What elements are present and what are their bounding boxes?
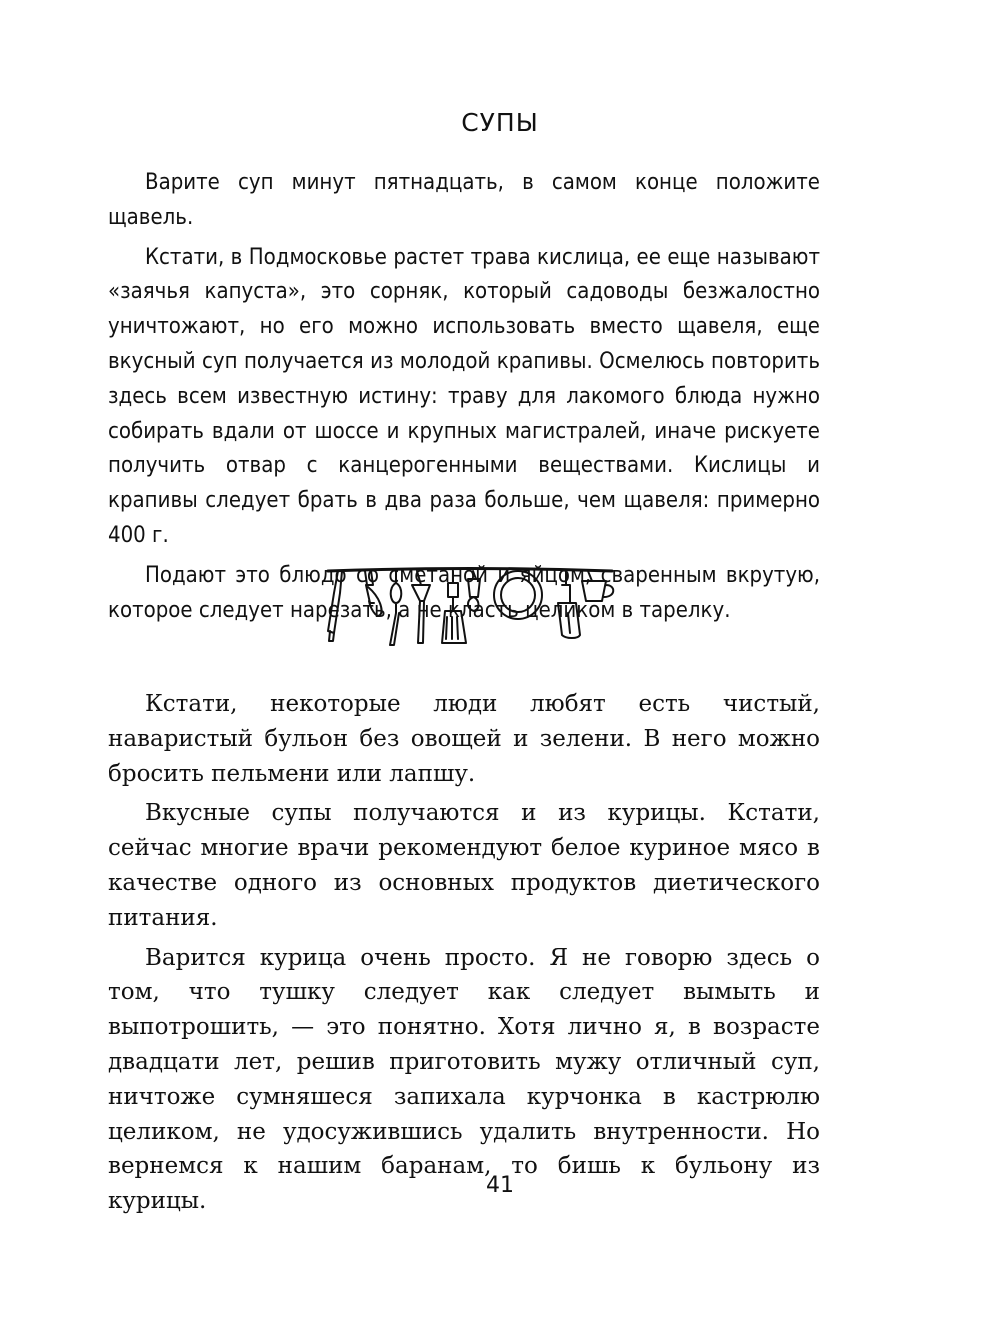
kitchen-utensils-icon: [320, 563, 620, 653]
paragraph: Подают это блюдо со сметаной и яйцом, сваренным вкрутую, которое следует нарезать, а не класть целиком в тарелку.: [108, 562, 820, 623]
paragraph: Кстати, в Подмосковье растет трава кислица, ее еще называют «заячья капуста», это сорняк, который садоводы безжалостно уничтожают, но его можно использовать вместо щавеля, еще вкусный суп получается из молодой крапивы. Осмелюсь повторить здесь всем известную истину: траву для лакомого блюда нужно собирать вдали от шоссе и крупных магистралей, иначе рискуете получить отвар с канцерогенными веществами. Кислицы и крапивы следует брать в два раза больше, чем щавеля: примерно 400 г.: [108, 244, 820, 548]
paragraph: Вкусные супы получаются и из курицы. Кстати, сейчас многие врачи рекомендуют белое куриное мясо в качестве одного из основных продуктов диетического питания.: [108, 800, 820, 931]
page-number: 41: [486, 1173, 514, 1198]
serif-text-block: [108, 687, 820, 1224]
paragraph: Варите суп минут пятнадцать, в самом конце положите щавель.: [108, 170, 820, 230]
running-head: СУПЫ: [461, 108, 539, 137]
paragraph: Варится курица очень просто. Я не говорю здесь о том, что тушку следует как следует вымыть и выпотрошить, — это понятно. Хотя лично я, в возрасте двадцати лет, решив приготовить мужу отличный суп, ничтоже сумняшеся запихала курчонка в кастрюлю целиком, не удосужившись удалить внутренности. Но вернемся к нашим баранам, то бишь к бульону из курицы.: [108, 944, 820, 1215]
paragraph: Кстати, некоторые люди любят есть чистый, наваристый бульон без овощей и зелени. В него можно бросить пельмени или лапшу.: [108, 691, 820, 787]
